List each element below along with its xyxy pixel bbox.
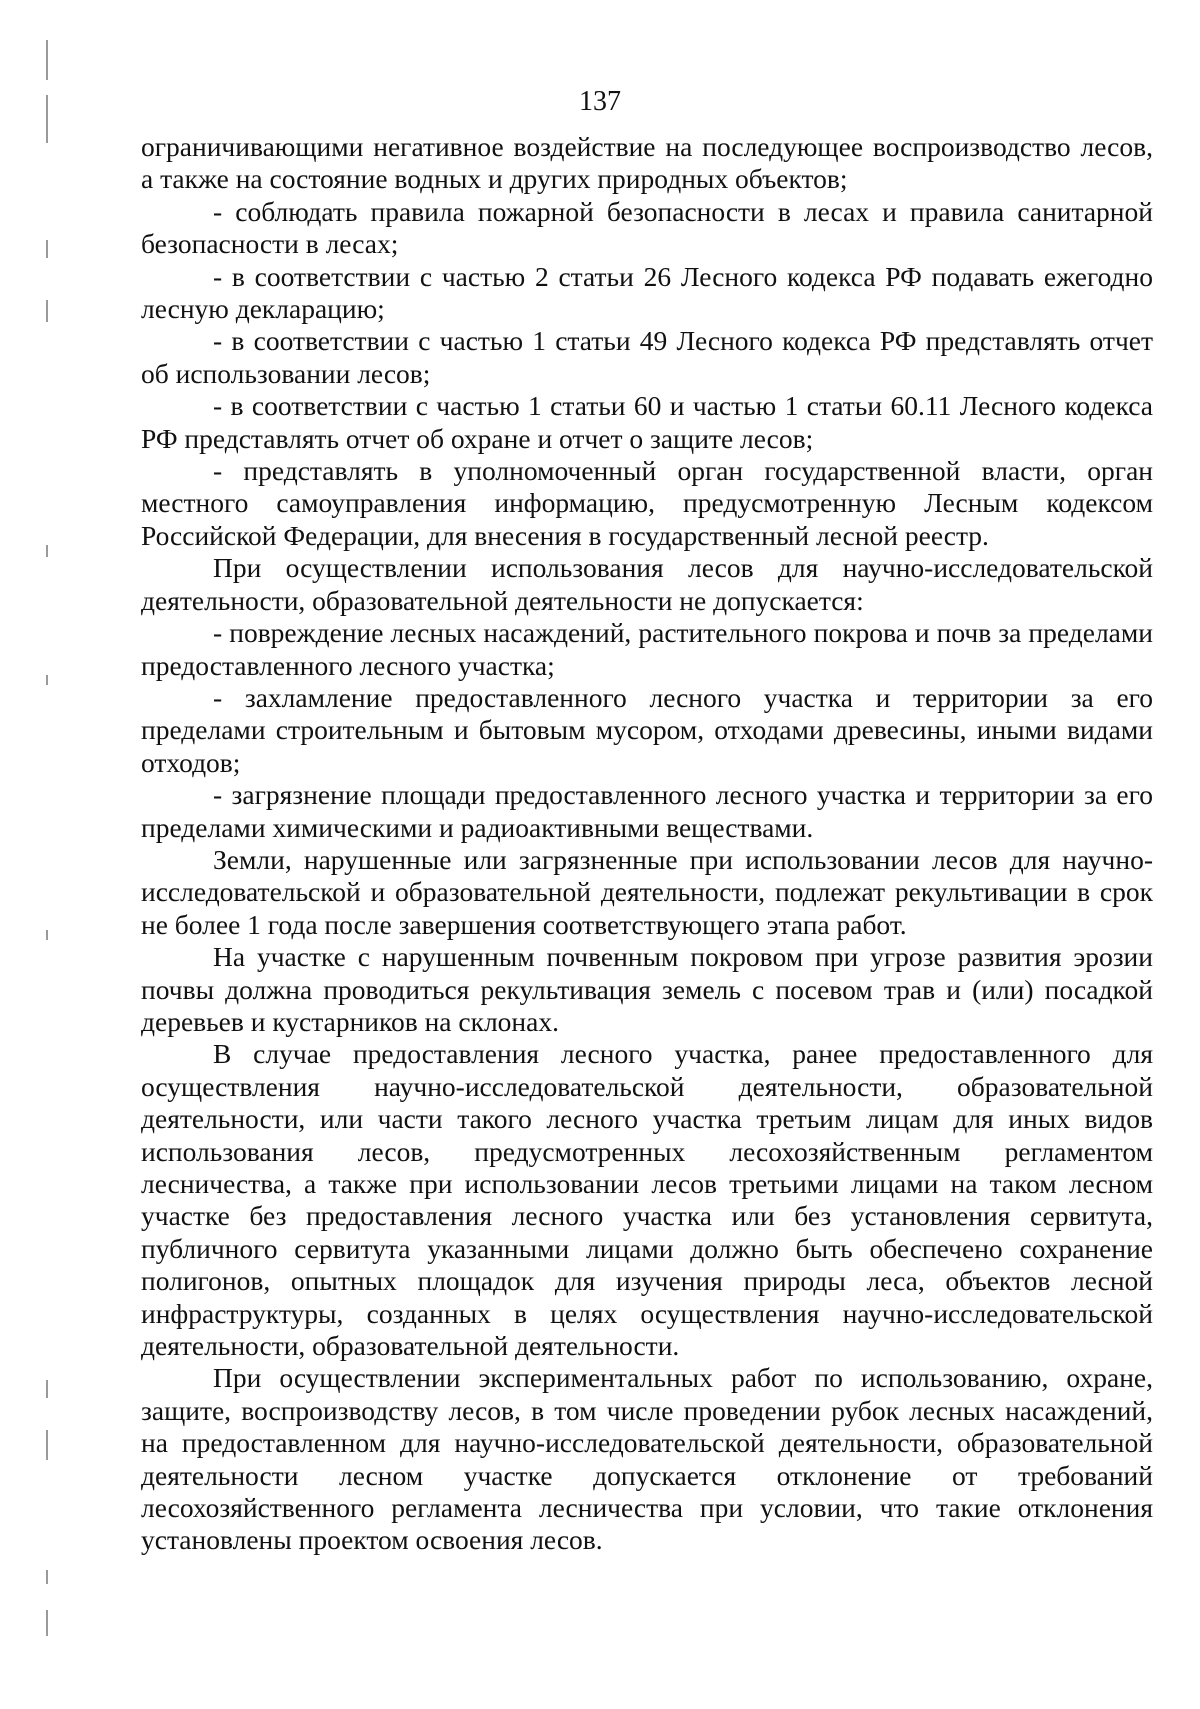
paragraph: На участке с нарушенным почвенным покровом при угрозе развития эрозии почвы должна проводиться рекультивация земель с посевом трав и (или) посадкой деревьев и кустарников на склонах. [141, 941, 1153, 1037]
scan-mark [46, 1610, 48, 1636]
document-body [141, 131, 1153, 1557]
paragraph: - повреждение лесных насаждений, растительного покрова и почв за пределами предоставленного лесного участка; [141, 617, 1153, 681]
paragraph: - в соответствии с частью 1 статьи 49 Лесного кодекса РФ представлять отчет об использовании лесов; [141, 325, 1153, 389]
paragraph: ограничивающими негативное воздействие на последующее воспроизводство лесов, а также на состояние водных и других природных объектов; [141, 131, 1153, 195]
scan-mark [46, 40, 48, 80]
scan-mark [46, 1430, 48, 1460]
scan-mark [46, 930, 48, 940]
scan-mark [46, 545, 48, 557]
paragraph: - захламление предоставленного лесного участка и территории за его пределами строительным и бытовым мусором, отходами древесины, иными видами отходов; [141, 681, 1153, 778]
scan-mark [46, 300, 48, 322]
paragraph: - представлять в уполномоченный орган государственной власти, орган местного самоуправления информацию, предусмотренную Лесным кодексом Российской Федерации, для внесения в государственный лесной реестр. [141, 455, 1153, 551]
page-number: 137 [579, 86, 621, 117]
paragraph: Земли, нарушенные или загрязненные при использовании лесов для научно-исследовательской и образовательной деятельности, подлежат рекультивации в срок не более 1 года после завершения соответствующего этапа работ. [141, 843, 1153, 940]
scan-edge-marks [44, 0, 50, 1709]
paragraph: В случае предоставления лесного участка, ранее предоставленного для осуществления научно-исследовательской деятельности, образовательной деятельности, или части такого лесного участка третьим лицам для иных видов использования лесов, предусмотренных лесохозяйственным регламентом лесничества, а также при использовании лесов третьими лицами на таком лесном участке без предоставления лесного участка или без установления сервитута, публичного сервитута указанными лицами должно быть обеспечено сохранение полигонов, опытных площадок для изучения природы леса, объектов лесной инфраструктуры, созданных в целях осуществления научно-исследовательской деятельности, образовательной деятельности. [141, 1038, 1153, 1362]
paragraph: - загрязнение площади предоставленного лесного участка и территории за его пределами химическими и радиоактивными веществами. [141, 779, 1153, 843]
scan-mark [46, 675, 48, 685]
scan-mark [46, 240, 48, 258]
paragraph: - соблюдать правила пожарной безопасности в лесах и правила санитарной безопасности в лесах; [141, 195, 1153, 260]
scan-mark [46, 1570, 48, 1584]
paragraph: При осуществлении использования лесов для научно-исследовательской деятельности, образовательной деятельности не допускается: [141, 552, 1153, 616]
paragraph: При осуществлении экспериментальных работ по использованию, охране, защите, воспроизводству лесов, в том числе проведении рубок лесных насаждений, на предоставленном для научно-исследовательской деятельности, образовательной деятельности лесном участке допускается отклонение от требований лесохозяйственного регламента лесничества при условии, что такие отклонения установлены проектом освоения лесов. [141, 1362, 1153, 1556]
scan-mark [46, 1380, 48, 1398]
paragraph: - в соответствии с частью 1 статьи 60 и частью 1 статьи 60.11 Лесного кодекса РФ представлять отчет об охране и отчет о защите лесов; [141, 390, 1153, 454]
paragraph: - в соответствии с частью 2 статьи 26 Лесного кодекса РФ подавать ежегодно лесную декларацию; [141, 260, 1153, 325]
